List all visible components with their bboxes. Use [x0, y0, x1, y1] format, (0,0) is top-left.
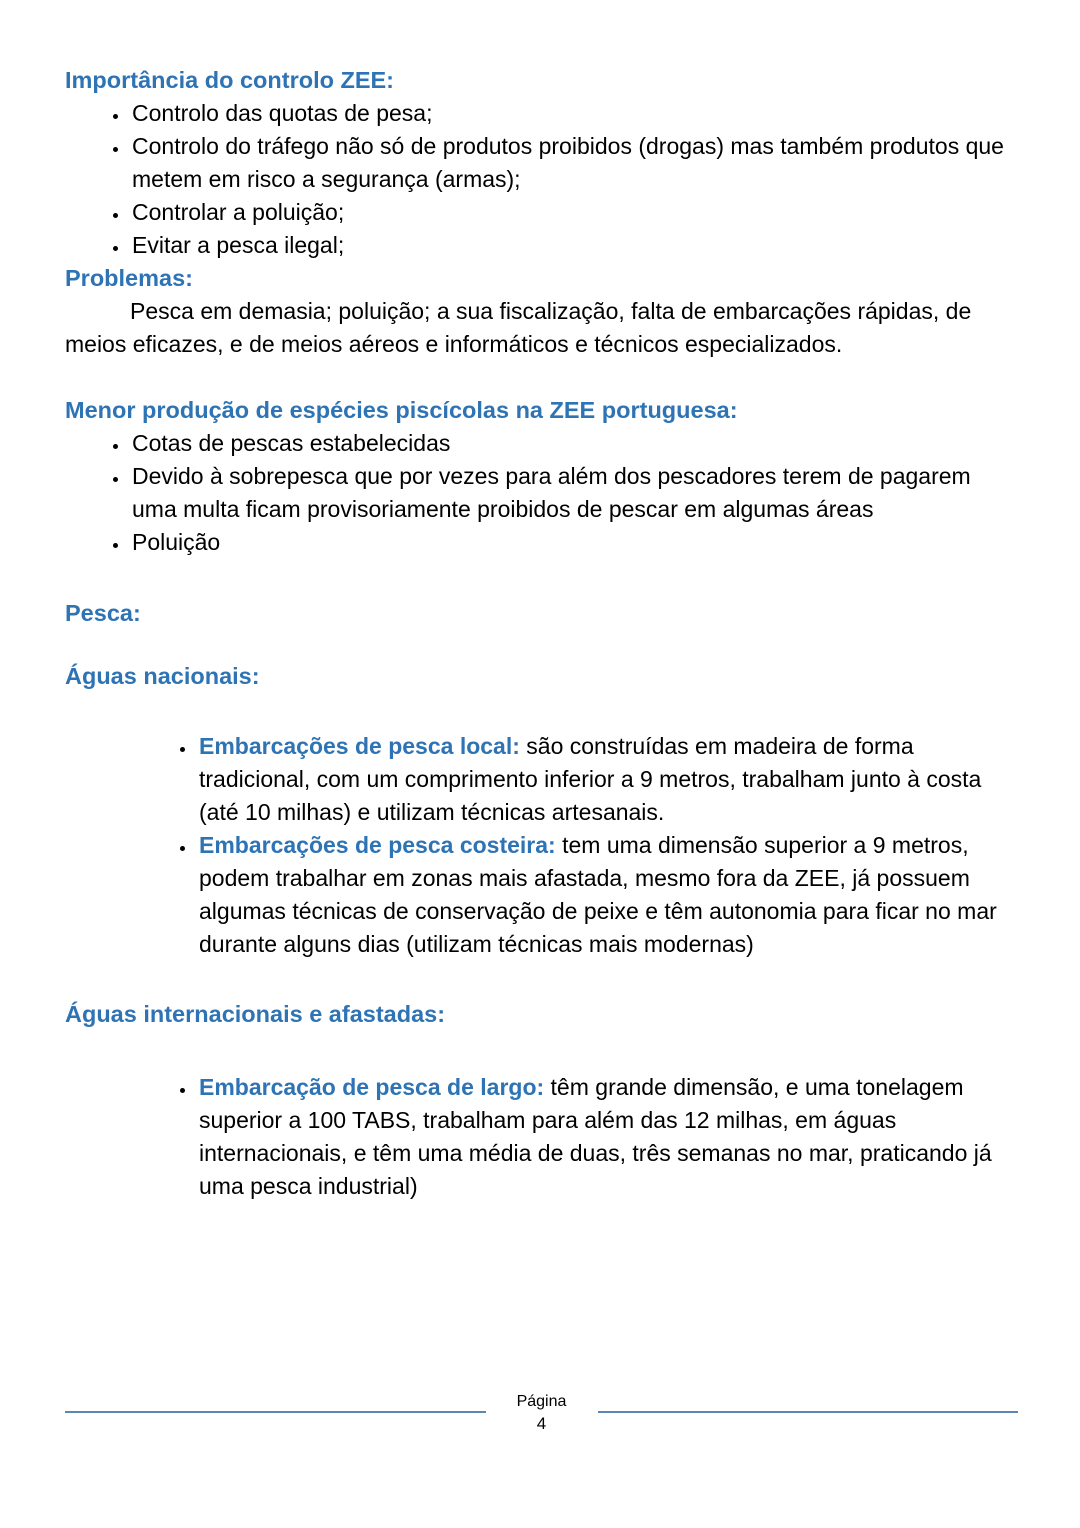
term-description: tem uma dimensão superior a 9 metros, podem trabalhar em zonas mais afastada, mesmo fora da ZEE, já possuem algumas técnicas de conservação de peixe e têm autonomia para ficar no mar durante alguns dias (utilizam técnicas mais modernas): [199, 832, 997, 957]
term-embarcacoes-pesca-costeira: Embarcações de pesca costeira:: [199, 832, 556, 858]
section-heading-pesca: Pesca:: [65, 600, 141, 626]
term-description: são construídas em madeira de forma tradicional, com um comprimento inferior a 9 metros, trabalham junto à costa (até 10 milhas) e utilizam técnicas artesanais.: [199, 733, 982, 825]
list-item: • Controlo do tráfego não só de produtos proibidos (drogas) mas também produtos que metem em risco a segurança (armas);: [130, 130, 1018, 196]
footer-rule-right: [598, 1411, 1019, 1413]
section-heading-problemas: Problemas:: [65, 265, 193, 291]
problemas-paragraph: Pesca em demasia; poluição; a sua fiscalização, falta de embarcações rápidas, de meios eficazes, e de meios aéreos e informáticos e técnicos especializados.: [65, 298, 972, 357]
list-item: • Cotas de pescas estabelecidas: [130, 427, 1018, 460]
bullet-list-aguas-nacionais: [65, 730, 1018, 961]
list-item: • Controlo das quotas de pesa;: [130, 97, 1018, 130]
list-item: [197, 1071, 1018, 1203]
list-item: • Devido à sobrepesca que por vezes para além dos pescadores terem de pagarem uma multa ficam provisoriamente proibidos de pescar em algumas áreas: [130, 460, 1018, 526]
bullet-list-aguas-internacionais: [65, 1071, 1018, 1203]
section-heading-aguas-internacionais: Águas internacionais e afastadas:: [65, 1001, 446, 1027]
footer-page-number: 4: [536, 1414, 547, 1433]
bullet-list-importancia: [65, 97, 1018, 262]
list-item: [197, 829, 1018, 961]
list-item: • Controlar a poluição;: [130, 196, 1018, 229]
page-footer: [65, 1392, 1018, 1435]
section-heading-menor-producao: Menor produção de espécies piscícolas na ZEE portuguesa:: [65, 397, 738, 423]
footer-page-label: Página: [516, 1393, 567, 1410]
list-item: • Poluição: [130, 526, 1018, 559]
section-heading-aguas-nacionais: Águas nacionais:: [65, 663, 260, 689]
list-item: [197, 730, 1018, 829]
list-item: • Evitar a pesca ilegal;: [130, 229, 1018, 262]
term-embarcacao-pesca-largo: Embarcação de pesca de largo:: [199, 1074, 545, 1100]
term-embarcacoes-pesca-local: Embarcações de pesca local:: [199, 733, 520, 759]
bullet-list-menor-producao: [65, 427, 1018, 559]
term-description: têm grande dimensão, e uma tonelagem superior a 100 TABS, trabalham para além das 12 milhas, em águas internacionais, e têm uma média de duas, três semanas no mar, praticando já uma pesca industrial): [199, 1074, 992, 1199]
footer-page-indicator: [486, 1392, 598, 1435]
footer-rule-left: [65, 1411, 486, 1413]
section-heading-importancia-controlo-zee: Importância do controlo ZEE:: [65, 67, 395, 93]
